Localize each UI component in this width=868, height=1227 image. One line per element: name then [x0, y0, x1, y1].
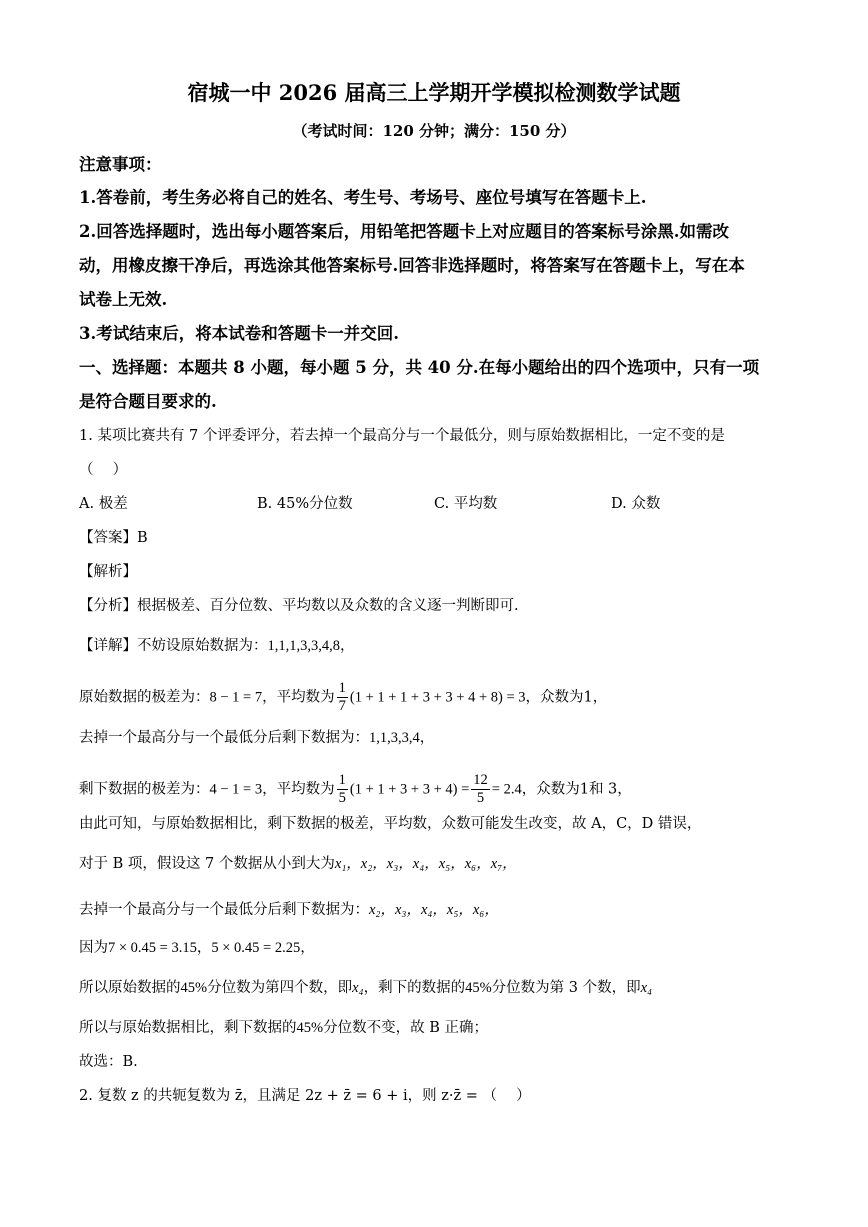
q1-stem-b: （ ）	[79, 462, 128, 478]
percent-45: 45%	[465, 980, 492, 996]
q1-option-c: C. 平均数	[434, 496, 498, 512]
x4-symbol: x₄	[352, 980, 364, 996]
remove-label: 去掉一个最高分与一个最低分后剩下数据为：	[79, 730, 369, 746]
original-data: 1,1,1,3,3,4,8	[267, 638, 340, 654]
because-label: 因为	[79, 940, 108, 956]
notice-item-2a: 2.回答选择题时，选出每小题答案后，用铅笔把答题卡上对应题目的答案标号涂黑.如需改	[79, 222, 729, 241]
q1-conclude: 由此可知，与原始数据相比，剩下数据的极差，平均数，众数可能发生改变，故 A，C，D 错误，	[79, 816, 702, 832]
fraction-denominator: 5	[338, 790, 346, 806]
q1-analysis-label: 【解析】	[79, 564, 137, 580]
remaining-data: 1,1,3,3,4	[369, 730, 420, 746]
q1-remove2-line	[79, 900, 798, 920]
q1-answer: 【答案】B	[79, 530, 148, 546]
original-mode: ，众数为1，	[525, 689, 608, 706]
page-title: 宿城一中 2026 届高三上学期开学模拟检测数学试题	[187, 80, 681, 105]
q1-fenxi: 【分析】根据极差、百分位数、平均数以及众数的含义逐一判断即可.	[79, 598, 519, 614]
q1-detail-line: 【详解】不妨设原始数据为：1,1,1,3,3,4,8，	[79, 638, 355, 654]
fraction-numerator: 1	[338, 680, 346, 696]
forB-label: 对于 B 项，假设这 7 个数据从小到大为	[79, 856, 335, 872]
q1-because-line	[79, 938, 798, 958]
fraction-numerator: 1	[338, 772, 346, 788]
section-heading-b: 是符合题目要求的.	[79, 392, 217, 411]
fraction-one-seventh	[337, 680, 348, 715]
mean-label: ，平均数为	[262, 689, 335, 706]
q1-forB-line	[79, 854, 798, 874]
q1-options	[79, 494, 798, 514]
percent-45: 45%	[180, 980, 208, 996]
q1-so2-line	[79, 1018, 798, 1038]
q1-choose: 故选：B.	[79, 1054, 138, 1070]
remaining-mode: ，众数为1和 3，	[521, 781, 632, 798]
remove2-label: 去掉一个最高分与一个最低分后剩下数据为：	[79, 902, 369, 918]
so1-d: 分位数为第 3 个数，即	[491, 980, 641, 996]
x2-to-x6: x₂，x₃，x₄，x₅，x₆，	[369, 902, 499, 918]
fraction-twelve-fifths	[471, 772, 490, 807]
percentile-calc: 7 × 0.45 = 3.15，5 × 0.45 = 2.25，	[108, 940, 315, 956]
remaining-range: 4 − 1 = 3	[209, 781, 263, 798]
remaining-range-label: 剩下数据的极差为：	[79, 781, 210, 798]
so2-a: 所以与原始数据相比，剩下数据的	[79, 1020, 297, 1036]
so2-b: 分位数不变，故 B 正确；	[323, 1020, 488, 1036]
notice-item-2b: 动，用橡皮擦干净后，再选涂其他答案标号.回答非选择题时，将答案写在答题卡上，写在本	[79, 256, 745, 275]
original-sum: (1 + 1 + 1 + 3 + 3 + 4 + 8) = 3	[349, 689, 526, 706]
x1-to-x7: x₁，x₂，x₃，x₄，x₅，x₆，x₇，	[334, 856, 517, 872]
q1-option-a: A. 极差	[79, 496, 128, 512]
remaining-mean-value: = 2.4	[491, 781, 522, 798]
so1-c: ，剩下的数据的	[363, 980, 466, 996]
q1-option-b: B. 45%分位数	[257, 496, 353, 512]
notice-item-2c: 试卷上无效.	[79, 290, 168, 309]
original-range: 8 − 1 = 7	[209, 689, 263, 706]
detail-label: 【详解】不妨设原始数据为：	[79, 638, 268, 654]
notice-heading: 注意事项：	[79, 155, 162, 174]
notice-item-1: 1.答卷前，考生务必将自己的姓名、考生号、考场号、座位号填写在答题卡上.	[79, 188, 647, 207]
exam-subtitle: （考试时间：120 分钟；满分：150 分）	[292, 122, 576, 140]
q1-remaining-stats-line	[79, 772, 798, 807]
notice-item-3: 3.考试结束后，将本试卷和答题卡一并交回.	[79, 324, 399, 343]
fraction-denominator: 5	[476, 790, 485, 806]
fraction-one-fifth	[337, 772, 348, 807]
fraction-denominator: 7	[338, 698, 346, 714]
section-heading-a: 一、选择题：本题共 8 小题，每小题 5 分，共 40 分.在每小题给出的四个选项中，只有一项	[79, 358, 760, 377]
remaining-mean-label: ，平均数为	[262, 781, 335, 798]
q1-so1-line	[79, 978, 798, 998]
q1-option-d: D. 众数	[611, 496, 661, 512]
range-label: 原始数据的极差为：	[79, 689, 210, 706]
q1-remove-line: 去掉一个最高分与一个最低分后剩下数据为：1,1,3,3,4，	[79, 730, 435, 746]
fraction-numerator: 12	[473, 772, 488, 788]
percent-45: 45%	[296, 1020, 324, 1036]
q2-stem: 2. 复数 z 的共轭复数为 z̄，且满足 2z + z̄ = 6 + i，则 z·z̄ = （ ）	[79, 1088, 531, 1104]
so1-a: 所以原始数据的	[79, 980, 181, 996]
remaining-sum: (1 + 1 + 3 + 3 + 4) =	[349, 781, 470, 798]
q1-original-stats-line	[79, 680, 798, 715]
so1-b: 分位数为第四个数，即	[207, 980, 353, 996]
q1-stem-a: 1. 某项比赛共有 7 个评委评分，若去掉一个最高分与一个最低分，则与原始数据相比，一定不变的是	[79, 428, 725, 444]
x4-symbol: x₄	[640, 980, 653, 996]
